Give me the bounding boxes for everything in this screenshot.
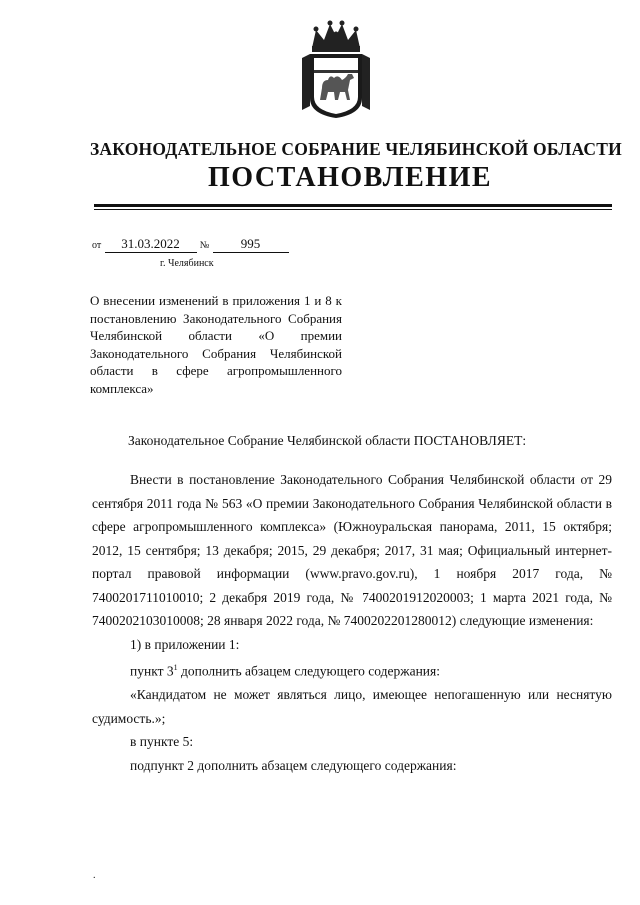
number-sign: № (199, 240, 210, 251)
document-type-title: ПОСТАНОВЛЕНИЕ (207, 162, 493, 193)
point-5-line: в пункте 5: (130, 734, 194, 749)
point-prefix: пункт 3 (130, 663, 174, 679)
date-prefix: от (92, 240, 102, 251)
document-body (92, 468, 612, 777)
document-number: 995 (213, 236, 289, 253)
header-rule-thick (94, 204, 612, 207)
item-1: 1) в приложении 1: (130, 636, 240, 652)
item-1-point (92, 656, 612, 683)
coat-of-arms-emblem (298, 14, 374, 120)
preamble: Законодательное Собрание Челябинской области ПОСТАНОВЛЯЕТ: (128, 433, 527, 448)
document-date: 31.03.2022 (105, 236, 197, 253)
footer-mark: . (93, 870, 96, 881)
quoted-amendment: «Кандидатом не может являться лицо, имеющее непогашенную или неснятую судимость.»; (92, 687, 612, 726)
header-rule-thin (94, 209, 612, 210)
subpoint-2-line: подпункт 2 дополнить абзацем следующего содержания: (130, 757, 457, 773)
document-meta-line (92, 236, 289, 253)
document-city: г. Челябинск (160, 258, 214, 269)
point-suffix: дополнить абзацем следующего содержания: (177, 663, 440, 679)
point-superscript: 1 (173, 663, 178, 672)
organization-name: ЗАКОНОДАТЕЛЬНОЕ СОБРАНИЕ ЧЕЛЯБИНСКОЙ ОБЛАСТИ (90, 139, 622, 159)
document-subject: О внесении изменений в приложения 1 и 8 к постановлению Законодательного Собрания Челябинской области «О премии Законодательного Собрания Челябинской области в сфере агропромышленного комплекса» (90, 293, 342, 396)
body-intro-paragraph: Внести в постановление Законодательного Собрания Челябинской области от 29 сентября 2011 года № 563 «О премии Законодательного Собрания Челябинской области в сфере агропромышленного комплекса» (Южноуральская панорама, 2011, 15 октября; 2012, 15 сентября; 13 декабря; 2015, 29 декабря; 2017, 31 мая; Официальный интернет-портал правовой информации (www.pravo.gov.ru), 1 ноября 2017 года, № 7400201711010010; 2 декабря 2019 года, № 7400201912020003; 1 марта 2021 года, № 7400202103010008; 28 января 2022 года, № 7400202201280012) следующие изменения: (92, 472, 612, 628)
